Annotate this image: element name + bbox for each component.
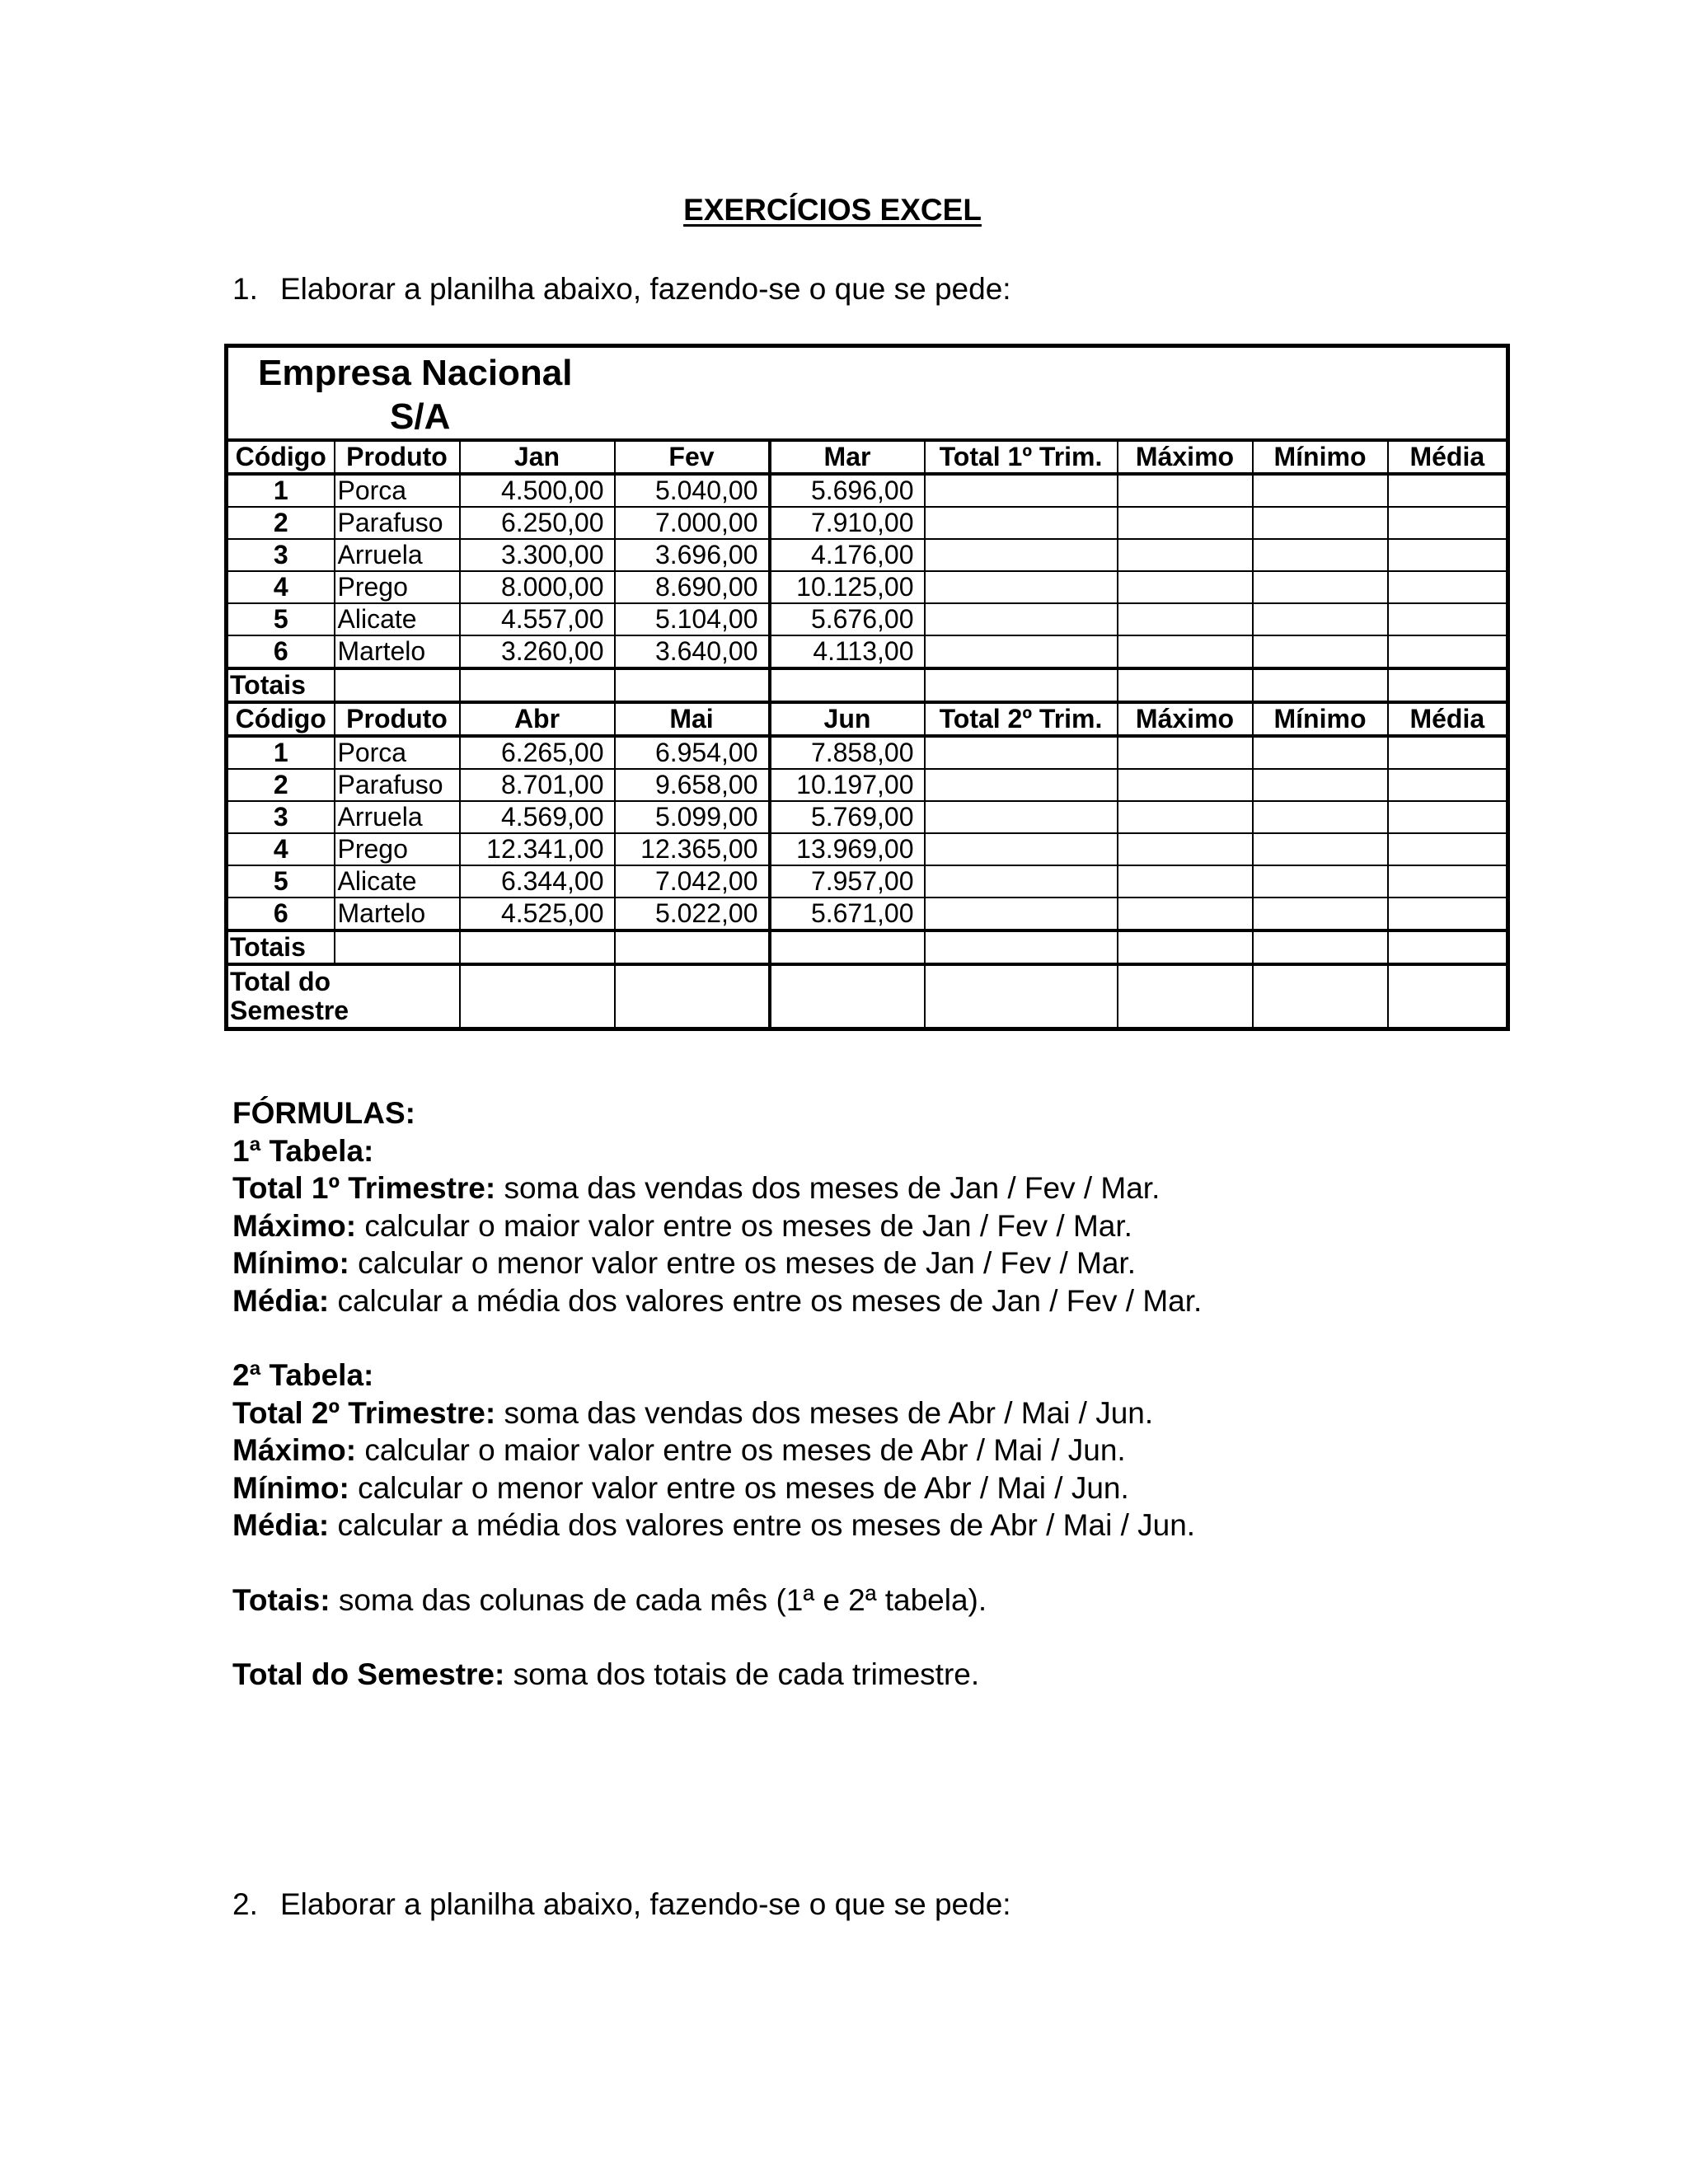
header-produto: Produto (335, 440, 460, 474)
header-mai: Mai (615, 702, 770, 736)
empty-cell (1118, 603, 1253, 635)
formula-label: Total do Semestre: (232, 1657, 505, 1691)
formula-line (232, 1282, 1202, 1320)
header-media: Média (1388, 440, 1508, 474)
row-month-2: 5.099,00 (615, 801, 770, 833)
header-minimo: Mínimo (1253, 702, 1388, 736)
row-code: 5 (227, 603, 335, 635)
table-row (227, 801, 1508, 833)
row-month-1: 3.260,00 (460, 635, 615, 668)
table-row (227, 769, 1508, 801)
table-row (227, 833, 1508, 865)
table-row (227, 736, 1508, 769)
row-code: 4 (227, 833, 335, 865)
empty-cell (1253, 571, 1388, 603)
table-row (227, 865, 1508, 898)
row-product: Parafuso (335, 769, 460, 801)
table2-header-row (227, 702, 1508, 736)
empty-cell (1118, 668, 1253, 702)
empty-cell (460, 668, 615, 702)
formula-label: Totais: (232, 1582, 331, 1617)
formula-label: Média: (232, 1508, 330, 1542)
formula-line (232, 1244, 1202, 1282)
exercise-2-text: Elaborar a planilha abaixo, fazendo-se o que se pede: (280, 1887, 1011, 1921)
row-month-2: 5.040,00 (615, 474, 770, 507)
table-row (227, 635, 1508, 668)
table-row (227, 507, 1508, 539)
empty-cell (1388, 635, 1508, 668)
row-code: 6 (227, 635, 335, 668)
empty-cell (770, 964, 925, 1029)
empty-cell (1118, 571, 1253, 603)
header-minimo: Mínimo (1253, 440, 1388, 474)
empty-cell (1253, 833, 1388, 865)
empty-cell (770, 930, 925, 964)
empty-cell (1118, 539, 1253, 571)
empty-cell (925, 635, 1118, 668)
formula-text: calcular o maior valor entre os meses de Abr / Mai / Jun. (356, 1433, 1126, 1467)
row-product: Martelo (335, 635, 460, 668)
row-code: 6 (227, 898, 335, 930)
empty-cell (460, 930, 615, 964)
row-month-1: 4.557,00 (460, 603, 615, 635)
empty-cell (1118, 769, 1253, 801)
totals-label: Totais (227, 668, 335, 702)
header-mar: Mar (770, 440, 925, 474)
formula-text: calcular a média dos valores entre os meses de Abr / Mai / Jun. (329, 1508, 1196, 1542)
table2-totals-row (227, 930, 1508, 964)
row-month-3: 5.769,00 (770, 801, 925, 833)
exercise-1-number: 1. (232, 272, 258, 306)
empty-cell (1388, 668, 1508, 702)
empty-cell (925, 668, 1118, 702)
formula-label: Máximo: (232, 1433, 357, 1467)
row-month-2: 12.365,00 (615, 833, 770, 865)
formula-label: Mínimo: (232, 1470, 349, 1505)
table1-totals-row (227, 668, 1508, 702)
table-row (227, 539, 1508, 571)
empty-cell (925, 801, 1118, 833)
row-code: 3 (227, 801, 335, 833)
row-month-1: 8.000,00 (460, 571, 615, 603)
row-product: Alicate (335, 865, 460, 898)
empty-cell (1253, 668, 1388, 702)
empty-cell (1388, 801, 1508, 833)
formulas-section (232, 1094, 1202, 1694)
formula-text: calcular o maior valor entre os meses de Jan / Fev / Mar. (356, 1208, 1132, 1243)
row-month-3: 5.676,00 (770, 603, 925, 635)
semester-total-label (227, 964, 460, 1029)
empty-cell (925, 833, 1118, 865)
empty-cell (1253, 769, 1388, 801)
row-code: 5 (227, 865, 335, 898)
formula-label: Mínimo: (232, 1246, 349, 1280)
formula-line (232, 1469, 1202, 1507)
exercise-2-instruction (232, 1887, 1011, 1922)
formula-text: soma das vendas dos meses de Abr / Mai / Jun. (495, 1395, 1154, 1430)
empty-cell (335, 668, 460, 702)
header-fev: Fev (615, 440, 770, 474)
table1-heading: 1ª Tabela: (232, 1133, 374, 1168)
page-title: EXERCÍCIOS EXCEL (683, 193, 982, 227)
empty-cell (335, 930, 460, 964)
empty-cell (1253, 507, 1388, 539)
row-product: Porca (335, 736, 460, 769)
row-month-1: 6.344,00 (460, 865, 615, 898)
row-month-2: 5.022,00 (615, 898, 770, 930)
empty-cell (1388, 865, 1508, 898)
header-codigo: Código (227, 440, 335, 474)
row-code: 3 (227, 539, 335, 571)
row-month-2: 3.640,00 (615, 635, 770, 668)
empty-cell (1388, 898, 1508, 930)
empty-cell (925, 736, 1118, 769)
row-month-1: 4.569,00 (460, 801, 615, 833)
row-month-1: 12.341,00 (460, 833, 615, 865)
formula-label: Média: (232, 1283, 330, 1318)
row-month-3: 4.113,00 (770, 635, 925, 668)
row-month-2: 7.042,00 (615, 865, 770, 898)
row-code: 2 (227, 507, 335, 539)
table-row (227, 898, 1508, 930)
empty-cell (1388, 930, 1508, 964)
formula-text: calcular o menor valor entre os meses de Jan / Fev / Mar. (349, 1246, 1136, 1280)
empty-cell (1388, 539, 1508, 571)
row-month-1: 4.525,00 (460, 898, 615, 930)
empty-cell (1253, 635, 1388, 668)
empty-cell (925, 769, 1118, 801)
row-month-3: 4.176,00 (770, 539, 925, 571)
empty-cell (925, 930, 1118, 964)
empty-cell (1388, 769, 1508, 801)
totals-label: Totais (227, 930, 335, 964)
row-product: Parafuso (335, 507, 460, 539)
company-name-line-2: S/A (390, 396, 451, 437)
empty-cell (1253, 539, 1388, 571)
table1-header-row (227, 440, 1508, 474)
header-jun: Jun (770, 702, 925, 736)
row-month-3: 7.910,00 (770, 507, 925, 539)
empty-cell (925, 603, 1118, 635)
formula-label: Total 1º Trimestre: (232, 1171, 496, 1205)
formula-line (232, 1169, 1202, 1207)
row-month-3: 5.696,00 (770, 474, 925, 507)
empty-cell (1118, 865, 1253, 898)
table-row (227, 571, 1508, 603)
empty-cell (925, 865, 1118, 898)
exercise-2-number: 2. (232, 1887, 258, 1921)
formula-line (232, 1207, 1202, 1245)
header-media: Média (1388, 702, 1508, 736)
empty-cell (925, 898, 1118, 930)
empty-cell (1388, 571, 1508, 603)
row-product: Arruela (335, 801, 460, 833)
company-name (258, 351, 1506, 438)
empty-cell (1388, 964, 1508, 1029)
semester-label-line-2: Semestre (230, 996, 349, 1025)
exercise-1-text: Elaborar a planilha abaixo, fazendo-se o que se pede: (280, 272, 1011, 306)
header-maximo: Máximo (1118, 702, 1253, 736)
row-product: Alicate (335, 603, 460, 635)
empty-cell (1388, 474, 1508, 507)
row-month-3: 7.858,00 (770, 736, 925, 769)
row-month-2: 6.954,00 (615, 736, 770, 769)
semester-total-row (227, 964, 1508, 1029)
formula-label: Máximo: (232, 1208, 357, 1243)
empty-cell (925, 571, 1118, 603)
row-month-1: 6.265,00 (460, 736, 615, 769)
empty-cell (925, 539, 1118, 571)
header-codigo: Código (227, 702, 335, 736)
empty-cell (1253, 736, 1388, 769)
empty-cell (1118, 507, 1253, 539)
row-month-2: 8.690,00 (615, 571, 770, 603)
formula-label: Total 2º Trimestre: (232, 1395, 496, 1430)
row-product: Arruela (335, 539, 460, 571)
exercise-1-instruction (232, 272, 1011, 307)
formula-line (232, 1394, 1202, 1432)
formula-line (232, 1507, 1202, 1544)
row-product: Martelo (335, 898, 460, 930)
empty-cell (1253, 603, 1388, 635)
row-month-2: 7.000,00 (615, 507, 770, 539)
empty-cell (460, 964, 615, 1029)
row-code: 1 (227, 736, 335, 769)
empty-cell (1253, 964, 1388, 1029)
row-month-1: 3.300,00 (460, 539, 615, 571)
formula-text: soma das colunas de cada mês (1ª e 2ª tabela). (330, 1582, 987, 1617)
company-name-line-1: Empresa Nacional (258, 353, 573, 393)
empty-cell (1253, 930, 1388, 964)
row-month-1: 6.250,00 (460, 507, 615, 539)
empty-cell (925, 474, 1118, 507)
header-abr: Abr (460, 702, 615, 736)
row-code: 4 (227, 571, 335, 603)
formula-line (232, 1432, 1202, 1469)
row-month-3: 5.671,00 (770, 898, 925, 930)
formulas-heading: FÓRMULAS: (232, 1096, 415, 1130)
empty-cell (1118, 898, 1253, 930)
header-jan: Jan (460, 440, 615, 474)
formula-text: soma dos totais de cada trimestre. (504, 1657, 980, 1691)
row-product: Porca (335, 474, 460, 507)
row-month-2: 3.696,00 (615, 539, 770, 571)
row-month-3: 13.969,00 (770, 833, 925, 865)
row-code: 2 (227, 769, 335, 801)
row-month-1: 8.701,00 (460, 769, 615, 801)
empty-cell (1118, 736, 1253, 769)
row-month-3: 10.125,00 (770, 571, 925, 603)
formula-text: soma das vendas dos meses de Jan / Fev / Mar. (495, 1171, 1160, 1205)
empty-cell (1118, 930, 1253, 964)
company-header-cell (227, 346, 1508, 441)
empty-cell (1388, 603, 1508, 635)
empty-cell (1118, 474, 1253, 507)
empty-cell (770, 668, 925, 702)
header-maximo: Máximo (1118, 440, 1253, 474)
empty-cell (1118, 635, 1253, 668)
formula-text: calcular a média dos valores entre os meses de Jan / Fev / Mar. (329, 1283, 1203, 1318)
empty-cell (1253, 474, 1388, 507)
empty-cell (1253, 898, 1388, 930)
row-product: Prego (335, 833, 460, 865)
empty-cell (615, 930, 770, 964)
empty-cell (615, 668, 770, 702)
empty-cell (1253, 865, 1388, 898)
empty-cell (925, 507, 1118, 539)
empty-cell (615, 964, 770, 1029)
header-total-2-trim: Total 2º Trim. (925, 702, 1118, 736)
sales-spreadsheet (224, 344, 1510, 1031)
empty-cell (1388, 736, 1508, 769)
formula-text: calcular o menor valor entre os meses de Abr / Mai / Jun. (349, 1470, 1129, 1505)
row-month-3: 7.957,00 (770, 865, 925, 898)
row-product: Prego (335, 571, 460, 603)
row-month-3: 10.197,00 (770, 769, 925, 801)
table-row (227, 474, 1508, 507)
empty-cell (1118, 801, 1253, 833)
empty-cell (925, 964, 1118, 1029)
semester-formula-line (232, 1656, 1202, 1694)
table2-heading: 2ª Tabela: (232, 1358, 374, 1392)
empty-cell (1118, 833, 1253, 865)
table-row (227, 603, 1508, 635)
row-month-1: 4.500,00 (460, 474, 615, 507)
row-month-2: 5.104,00 (615, 603, 770, 635)
semester-label-line-1: Total do (230, 967, 331, 996)
empty-cell (1388, 507, 1508, 539)
row-month-2: 9.658,00 (615, 769, 770, 801)
header-produto: Produto (335, 702, 460, 736)
empty-cell (1118, 964, 1253, 1029)
header-total-1-trim: Total 1º Trim. (925, 440, 1118, 474)
totals-formula-line (232, 1582, 1202, 1619)
row-code: 1 (227, 474, 335, 507)
empty-cell (1388, 833, 1508, 865)
empty-cell (1253, 801, 1388, 833)
